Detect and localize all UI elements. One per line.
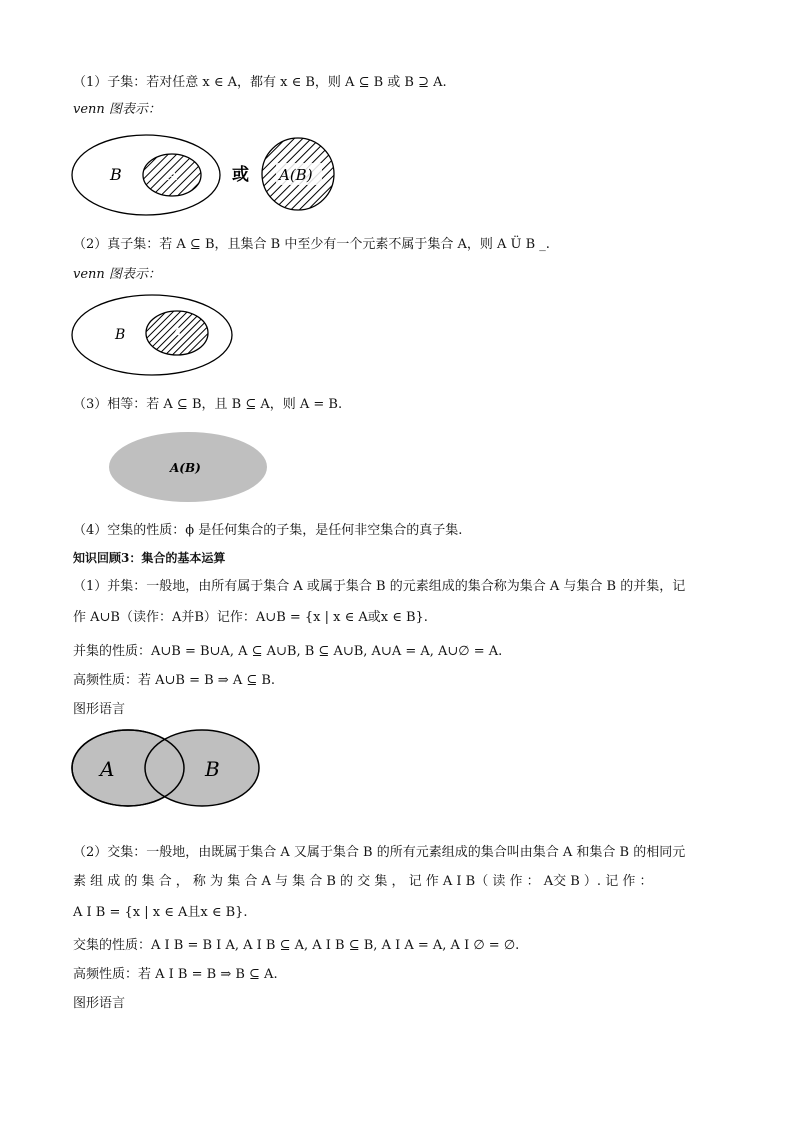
label-b: B xyxy=(110,165,122,184)
empty-set-property: （4）空集的性质：ϕ 是任何集合的子集，是任何非空集合的真子集. xyxy=(73,523,463,538)
intersection-high-frequency: 高频性质：若 A I B = B ⇒ B ⊆ A. xyxy=(73,967,278,982)
venn-label-1: venn 图表示： xyxy=(73,102,161,117)
label-a: A xyxy=(100,757,115,781)
intersection-definition-2: 素 组 成 的 集 合 ， 称 为 集 合 A 与 集 合 B 的 交 集 ， 记 作 A I B（ 读 作 ： A交 B ）. 记 作 ： xyxy=(73,874,653,889)
equality-definition: （3）相等：若 A ⊆ B，且 B ⊆ A，则 A = B. xyxy=(73,397,343,412)
label-b: B xyxy=(205,757,220,781)
venn-label-2: venn 图表示： xyxy=(73,267,161,282)
graphic-language-1: 图形语言 xyxy=(73,702,126,717)
label-ab: A(B) xyxy=(279,166,313,184)
intersection-definition-3: A I B = {x | x ∈ A且x ∈ B}. xyxy=(73,905,248,920)
section-heading: 知识回顾3：集合的基本运算 xyxy=(73,551,226,565)
union-definition-2: 作 A∪B（读作：A并B）记作：A∪B = {x | x ∈ A或x ∈ B}. xyxy=(73,610,428,625)
label-b: B xyxy=(115,327,126,343)
intersection-properties: 交集的性质：A I B = B I A, A I B ⊆ A, A I B ⊆ B, A I A = A, A I ∅ = ∅. xyxy=(73,938,520,953)
equal-sets-diagram xyxy=(108,430,270,504)
intersection-definition-1: （2）交集：一般地，由既属于集合 A 又属于集合 B 的所有元素组成的集合叫由集合 A 和集合 B 的相同元 xyxy=(73,845,686,860)
graphic-language-2: 图形语言 xyxy=(73,996,126,1011)
subset-venn-diagram xyxy=(70,133,340,219)
or-label: 或 xyxy=(232,165,249,185)
union-venn-diagram xyxy=(70,728,262,810)
set-b-ellipse xyxy=(145,730,259,806)
label-a: A xyxy=(172,326,183,342)
proper-subset-venn-diagram xyxy=(70,294,235,378)
label-ab: A(B) xyxy=(170,461,201,475)
union-properties: 并集的性质：A∪B = B∪A, A ⊆ A∪B, B ⊆ A∪B, A∪A = A, A∪∅ = A. xyxy=(73,644,503,659)
subset-definition: （1）子集：若对任意 x ∈ A，都有 x ∈ B，则 A ⊆ B 或 B ⊇ A. xyxy=(73,75,447,90)
union-definition-1: （1）并集：一般地，由所有属于集合 A 或属于集合 B 的元素组成的集合称为集合 A 与集合 B 的并集，记 xyxy=(73,579,686,594)
proper-subset-definition: （2）真子集：若 A ⊆ B，且集合 B 中至少有一个元素不属于集合 A，则 A Ü B _. xyxy=(73,237,550,252)
label-a: A xyxy=(167,166,178,184)
union-high-frequency: 高频性质：若 A∪B = B ⇒ A ⊆ B. xyxy=(73,673,276,688)
